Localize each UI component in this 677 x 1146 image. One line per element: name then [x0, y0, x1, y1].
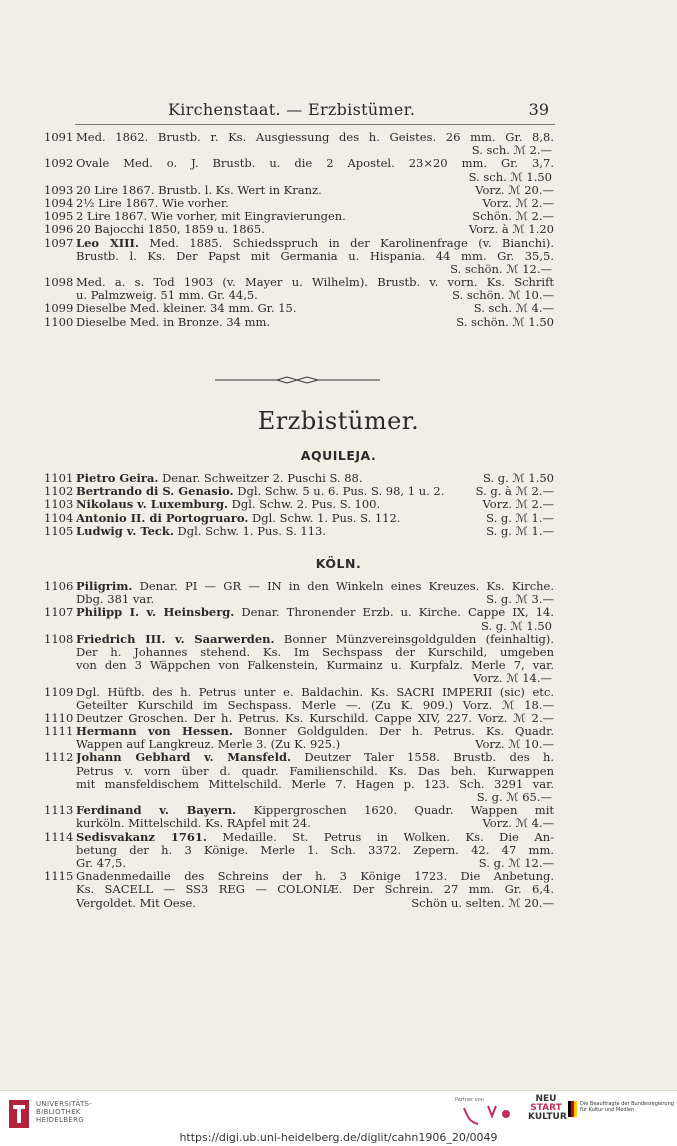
entry-text: Petrus v. vorn über d. quadr. Familienschild. Ks. Das beh. Kurwappen — [76, 764, 554, 778]
entry-line — [44, 184, 554, 197]
entry-text: Ovale Med. o. J. Brustb. u. die 2 Apostel. 23×20 mm. Gr. 3,7. — [76, 157, 554, 171]
entry-text: Wappen auf Langkreuz. Merle 3. (Zu K. 925.) — [76, 738, 341, 752]
entry-number: 1092 — [44, 157, 74, 171]
entry-line — [44, 197, 554, 210]
running-title: Kirchenstaat. — Erzbistümer. — [168, 100, 416, 119]
entry-text — [76, 525, 486, 538]
entry-text-part: Medaille. St. Petrus in Wolken. Ks. Die An- — [222, 830, 554, 844]
entry-text: Med. 1862. Brustb. r. Ks. Ausgiessung des h. Geistes. 26 mm. Gr. 8,8. — [76, 131, 554, 144]
entry-number: 1099 — [44, 302, 74, 316]
entry-line — [44, 646, 554, 659]
entry-number: 1105 — [44, 524, 74, 538]
entry-number: 1097 — [44, 236, 74, 250]
entry-ruler: Ferdinand v. Bayern. — [76, 804, 237, 818]
entry-line — [44, 593, 554, 606]
entries-koeln — [44, 580, 554, 910]
entry-text — [76, 472, 483, 485]
entry-text: Dbg. 381 var. — [76, 593, 155, 607]
entry-line — [44, 672, 554, 685]
entry-line — [44, 751, 554, 764]
entry-line — [44, 870, 554, 883]
entry-price: S. g. à ℳ 2.— — [475, 485, 554, 499]
entry-text: u. Palmzweig. 51 mm. Gr. 44,5. — [76, 289, 258, 303]
entry-number: 1107 — [44, 606, 74, 620]
entry-number: 1110 — [44, 711, 74, 725]
entry-number: 1111 — [44, 725, 74, 739]
entry-line — [44, 485, 554, 498]
entry-number: 1104 — [44, 511, 74, 525]
entry-price: Vorz. ℳ 2.— — [482, 498, 554, 512]
neustart-line: NEU — [535, 1094, 557, 1104]
entry-number: 1108 — [44, 632, 74, 646]
entry-line — [44, 580, 554, 593]
entry-text — [76, 498, 483, 511]
bkm-line: für Kultur und Medien — [580, 1107, 635, 1113]
entry-price: Vorz. ℳ 10.— — [475, 738, 554, 752]
entry-text — [76, 751, 554, 764]
entry-text-part: Med. 1885. Schiedsspruch in der Karolinenfrage (v. Bianchi). — [149, 236, 554, 250]
entry-line — [44, 157, 554, 170]
entry-number: 1115 — [44, 870, 74, 884]
entry-text-part: Bonner Münzvereinsgoldgulden (feinhaltig). — [283, 632, 554, 646]
entry-line — [44, 791, 554, 804]
entry-line — [44, 289, 554, 302]
entry-text-part: Deutzer Taler 1558. Brustb. des h. — [304, 751, 554, 765]
entry-text-part: Dgl. Schw. 1. Pus. S. 113. — [177, 524, 326, 538]
entry-text: Vergoldet. Mit Oese. — [76, 896, 196, 910]
entry-price: S. g. ℳ 1.50 — [482, 472, 554, 485]
entry-text: Geteilter Kurschild im Sechspass. Merle —. (Zu K. 909.) Vorz. ℳ 18.— — [76, 698, 554, 712]
entry-line — [44, 144, 554, 157]
entry-text: Der h. Johannes stehend. Ks. Im Sechspass der Kurschild, umgeben — [76, 645, 554, 659]
entry-line — [44, 765, 554, 778]
entry-price: S. schön. ℳ 1.50 — [456, 315, 554, 329]
entry-price: S. g. ℳ 12.— — [478, 856, 554, 870]
entry-text: von den 3 Wäppchen von Falkenstein, Kurmainz u. Kurpfalz. Merle 7, var. — [76, 659, 554, 673]
entry-text — [76, 237, 554, 250]
entry-number: 1096 — [44, 223, 74, 237]
entry-text — [76, 485, 476, 498]
entry-ruler: Leo XIII. — [76, 236, 139, 250]
entry-text: 2 Lire 1867. Wie vorher, mit Eingravierungen. — [76, 210, 346, 224]
entry-price: S. g. ℳ 1.50 — [480, 619, 552, 633]
entry-number: 1100 — [44, 315, 74, 329]
entry-text: Gr. 47,5. — [76, 856, 126, 870]
entry-number: 1091 — [44, 131, 74, 144]
entry-text-part: Denar. Schweitzer 2. Puschi S. 88. — [162, 472, 363, 485]
entry-line — [44, 857, 554, 870]
entry-line — [44, 633, 554, 646]
entry-line — [44, 606, 554, 619]
entry-price: Vorz. ℳ 4.— — [482, 817, 554, 831]
entry-text — [76, 633, 554, 646]
library-name-line: HEIDELBERG — [36, 1116, 84, 1124]
entry-line — [44, 472, 554, 485]
entry-price: S. schön. ℳ 10.— — [452, 289, 554, 303]
entry-price: S. schön. ℳ 12.— — [450, 262, 552, 276]
entry-text: Ks. SACELL — SS3 REG — COLONIÆ. Der Schrein. 27 mm. Gr. 6,4. — [76, 883, 554, 897]
entry-text-part: Bonner Goldgulden. Der h. Petrus. Ks. Quadr. — [243, 725, 554, 739]
entry-price: Vorz. ℳ 2.— — [482, 196, 554, 210]
entry-line — [44, 525, 554, 538]
entry-price: Vorz. à ℳ 1.20 — [468, 223, 554, 237]
entry-text: betung der h. 3 Könige. Merle 1. Sch. 3372. Zepern. 42. 47 mm. — [76, 843, 554, 857]
page-header — [0, 100, 677, 122]
subsection-koeln: KÖLN. — [315, 556, 362, 571]
entry-price: S. g. ℳ 1.— — [486, 511, 554, 525]
entry-ruler: Friedrich III. v. Saarwerden. — [76, 632, 275, 646]
entry-text: Dieselbe Med. in Bronze. 34 mm. — [76, 315, 271, 329]
entry-price: Vorz. ℳ 14.— — [473, 672, 552, 686]
entry-line — [44, 897, 554, 910]
entry-ruler: Ludwig v. Teck. — [76, 524, 174, 538]
entry-line — [44, 738, 554, 751]
entry-line — [44, 712, 554, 725]
entry-number: 1103 — [44, 498, 74, 512]
entry-line — [44, 250, 554, 263]
entry-text — [76, 831, 554, 844]
page-number: 39 — [528, 100, 549, 119]
section-title: Erzbistümer. — [257, 407, 420, 435]
entry-text: Med. a. s. Tod 1903 (v. Mayer u. Wilhelm). Brustb. v. vorn. Ks. Schrift — [76, 276, 554, 290]
entry-line — [44, 725, 554, 738]
entry-number: 1106 — [44, 580, 74, 593]
entry-price: S. g. ℳ 65.— — [476, 791, 552, 804]
entry-text-part: Denar. Thronender Erzb. u. Kirche. Cappe IX, 14. — [241, 606, 554, 620]
entry-line — [44, 512, 554, 525]
header-rule — [75, 124, 555, 125]
entry-line — [44, 316, 554, 329]
entry-price: S. sch. ℳ 1.50 — [468, 170, 552, 184]
entry-line — [44, 237, 554, 250]
entry-number: 1109 — [44, 685, 74, 699]
viewer-footer — [0, 1090, 677, 1146]
bkm-line: Die Beauftragte der Bundesregierung — [580, 1101, 674, 1107]
entry-text-part: Kippergroschen 1620. Quadr. Wappen mit — [253, 804, 554, 818]
entries-aquileja — [44, 472, 554, 538]
entry-text: Dgl. Hüftb. des h. Petrus unter e. Baldachin. Ks. SACRI IMPERII (sic) etc. — [76, 685, 554, 699]
entry-text-part: Dgl. Schw. 2. Pus. S. 100. — [231, 498, 381, 512]
library-name-line: UNIVERSITÄTS- — [36, 1100, 93, 1108]
entry-ruler: Nikolaus v. Luxemburg. — [76, 498, 229, 512]
entry-line — [44, 844, 554, 857]
entry-text — [76, 725, 554, 738]
entry-number: 1102 — [44, 485, 74, 499]
entry-line — [44, 302, 554, 315]
entry-text: Dieselbe Med. kleiner. 34 mm. Gr. 15. — [76, 302, 297, 316]
entry-text — [76, 606, 554, 619]
entry-number: 1093 — [44, 183, 74, 197]
university-seal-icon — [8, 1099, 30, 1129]
entry-ruler: Bertrando di S. Genasio. — [76, 485, 234, 499]
entry-text: 20 Lire 1867. Brustb. l. Ks. Wert in Kranz. — [76, 183, 322, 197]
entry-ruler: Antonio II. di Portogruaro. — [76, 511, 249, 525]
entry-price: S. g. ℳ 1.— — [486, 524, 554, 538]
entry-number: 1114 — [44, 830, 74, 844]
entry-number: 1095 — [44, 210, 74, 224]
bkm-logo[interactable] — [580, 1101, 674, 1113]
library-name-line: BIBLIOTHEK — [36, 1108, 81, 1116]
entry-line — [44, 883, 554, 896]
entry-price: S. sch. ℳ 2.— — [471, 144, 552, 158]
entry-text-part: Dgl. Schw. 5 u. 6. Pus. S. 98, 1 u. 2. — [237, 485, 445, 499]
section-ornament — [215, 375, 380, 385]
entry-price: Vorz. ℳ 20.— — [475, 183, 554, 197]
entry-text — [76, 580, 554, 593]
entry-line — [44, 778, 554, 791]
entry-text: Gnadenmedaille des Schreins der h. 3 Könige 1723. Die Anbetung. — [76, 870, 554, 884]
entry-text: Brustb. l. Ks. Der Papst mit Germania u. Hispania. 44 mm. Gr. 35,5. — [76, 249, 554, 263]
entry-line — [44, 171, 554, 184]
entry-ruler: Piligrim. — [76, 580, 133, 593]
entry-ruler: Pietro Geira. — [76, 472, 159, 485]
entry-text — [76, 512, 486, 525]
neustart-line: KULTUR — [528, 1112, 567, 1122]
entry-line — [44, 686, 554, 699]
entry-line — [44, 817, 554, 830]
subsection-aquileja: AQUILEJA. — [300, 448, 377, 463]
entry-line — [44, 223, 554, 236]
entry-ruler: Hermann von Hessen. — [76, 725, 233, 739]
entry-ruler: Johann Gebhard v. Mansfeld. — [76, 751, 292, 765]
entry-number: 1113 — [44, 804, 74, 818]
entry-number: 1098 — [44, 276, 74, 290]
entry-line — [44, 699, 554, 712]
entries-kirchenstaat — [44, 131, 554, 329]
entry-price: S. sch. ℳ 4.— — [473, 302, 554, 316]
federal-eagle-icon — [568, 1101, 578, 1117]
entry-line — [44, 498, 554, 511]
entry-price: Schön. ℳ 2.— — [472, 210, 554, 224]
entry-line — [44, 263, 554, 276]
entry-number: 1094 — [44, 196, 74, 210]
neustart-line: START — [530, 1103, 562, 1113]
entry-line — [44, 276, 554, 289]
entry-text: mit mansfeldischem Mittelschild. Merle 7. Hagen p. 123. Sch. 3291 var. — [76, 777, 554, 791]
entry-number: 1101 — [44, 472, 74, 485]
partner-logo-icon[interactable] — [458, 1104, 518, 1126]
entry-line — [44, 804, 554, 817]
entry-text: 2½ Lire 1867. Wie vorher. — [76, 196, 229, 210]
neustart-kultur-logo[interactable] — [528, 1094, 567, 1122]
entry-text — [76, 804, 554, 817]
entry-text: Deutzer Groschen. Der h. Petrus. Ks. Kurschild. Cappe XIV, 227. Vorz. ℳ 2.— — [76, 711, 554, 725]
entry-line — [44, 659, 554, 672]
entry-ruler: Sedisvakanz 1761. — [76, 830, 207, 844]
entry-line — [44, 831, 554, 844]
entry-text-part: Dgl. Schw. 1. Pus. S. 112. — [252, 511, 401, 525]
entry-number: 1112 — [44, 751, 74, 765]
entry-price: S. g. ℳ 3.— — [486, 593, 554, 607]
entry-price: Schön u. selten. ℳ 20.— — [411, 896, 554, 910]
partner-label: Partner von — [455, 1097, 484, 1103]
entry-line — [44, 620, 554, 633]
library-name[interactable] — [36, 1100, 92, 1124]
entry-text: kurköln. Mittelschild. Ks. RApfel mit 24. — [76, 817, 311, 831]
entry-line — [44, 210, 554, 223]
entry-text: 20 Bajocchi 1850, 1859 u. 1865. — [76, 223, 265, 237]
entry-ruler: Philipp I. v. Heinsberg. — [76, 606, 235, 620]
page-url[interactable]: https://digi.ub.uni-heidelberg.de/diglit/cahn1906_20/0049 — [179, 1131, 498, 1144]
entry-line — [44, 131, 554, 144]
entry-text-part: Denar. PI — GR — IN in den Winkeln eines Kreuzes. Ks. Kirche. — [139, 580, 554, 593]
